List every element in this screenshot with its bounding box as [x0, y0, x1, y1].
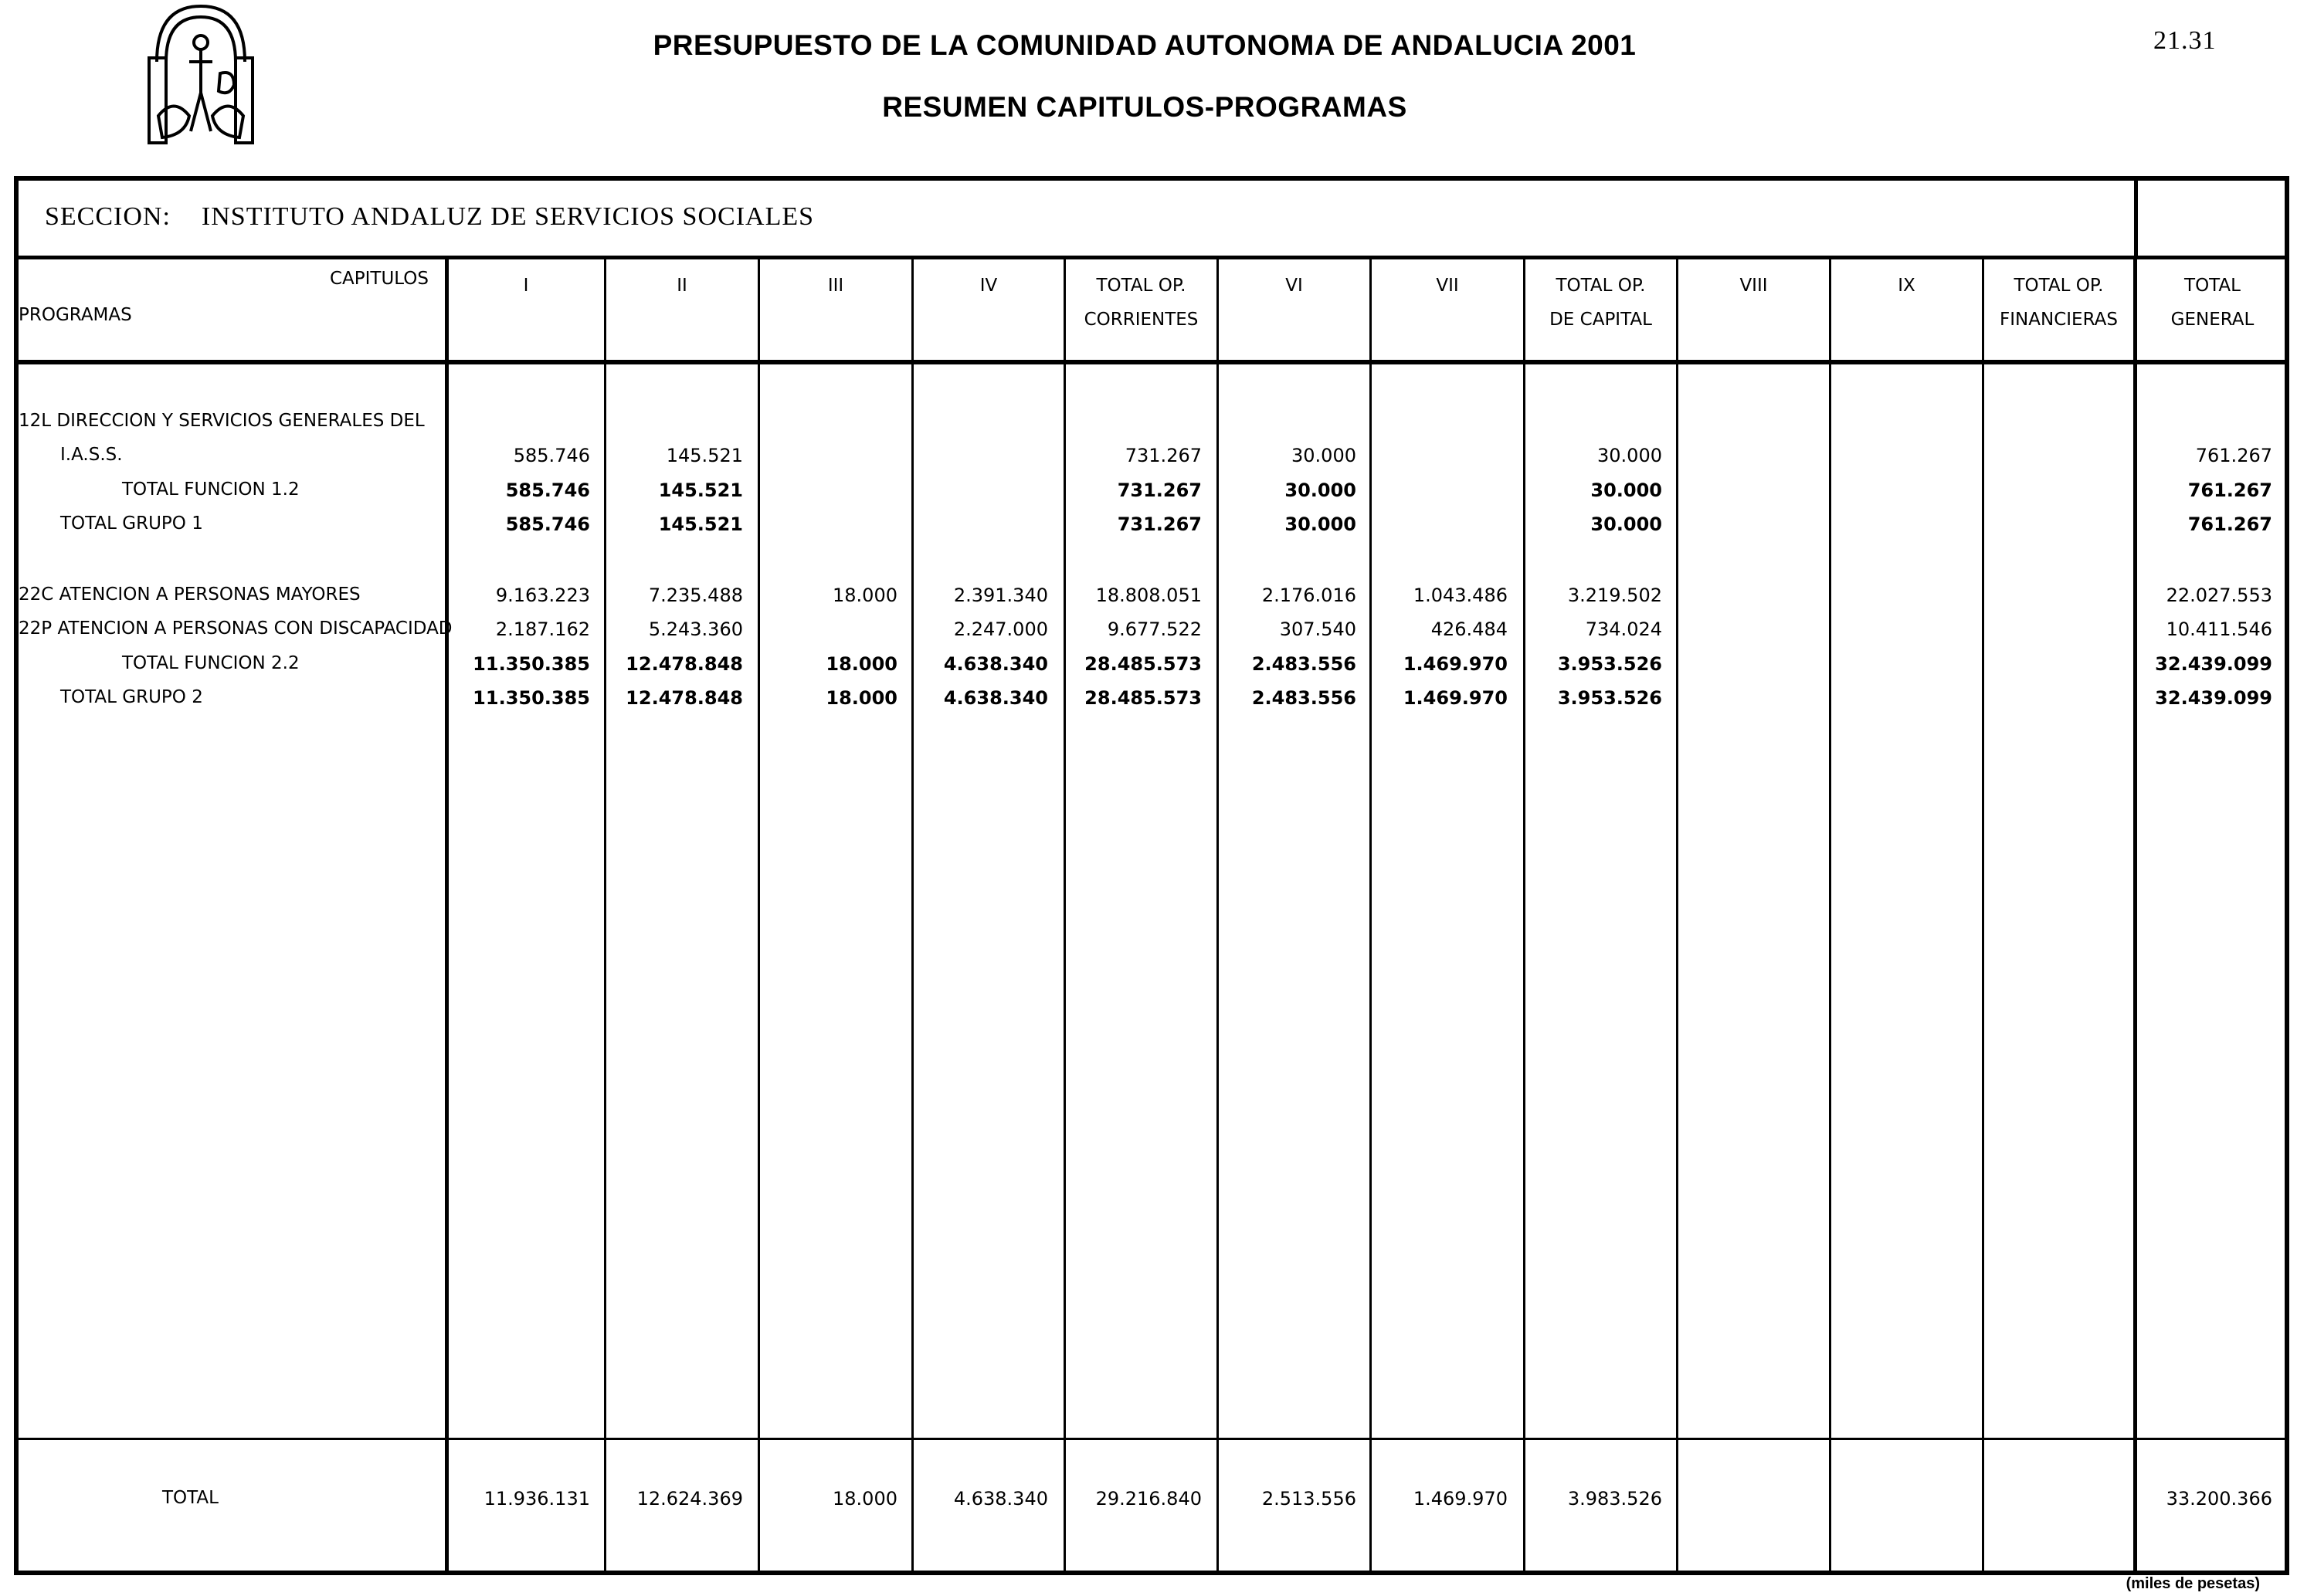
section-name: INSTITUTO ANDALUZ DE SERVICIOS SOCIALES: [201, 202, 815, 231]
cell-value: 28.485.573: [1084, 653, 1202, 675]
column-header-total-general: TOTAL GENERAL: [2170, 276, 2255, 330]
units-note: (miles de pesetas): [2126, 1575, 2260, 1592]
row-label: 12L DIRECCION Y SERVICIOS GENERALES DEL: [19, 411, 425, 431]
cell-value: 4.638.340: [943, 687, 1048, 709]
cell-value: 5.243.360: [648, 618, 743, 640]
cell-value: 2.176.016: [1261, 585, 1356, 606]
cell-value: 1.043.486: [1413, 585, 1508, 606]
total-divider: [14, 1438, 2289, 1440]
cell-value: 18.000: [826, 687, 897, 709]
cell-value: 2.483.556: [1251, 687, 1356, 709]
cell-value: 22.027.553: [2166, 585, 2272, 606]
column-header-total-op-capital: TOTAL OP. DE CAPITAL: [1549, 276, 1652, 330]
cell-value: 3.953.526: [1557, 653, 1662, 675]
cell-value: 11.350.385: [473, 687, 590, 709]
cell-value: 3.219.502: [1567, 585, 1662, 606]
cell-value: 30.000: [1284, 513, 1356, 535]
cell-value: 145.521: [658, 479, 743, 501]
cell-value: 7.235.488: [648, 585, 743, 606]
header-divider: [14, 360, 2289, 364]
section-header: [14, 176, 2289, 259]
column-header-viii: VIII: [1739, 276, 1768, 296]
table-row: [0, 653, 2297, 684]
cell-value: 307.540: [1279, 618, 1356, 640]
cell-value: 585.746: [513, 445, 590, 466]
section-code: 21.31: [2153, 26, 2217, 55]
cell-value: 761.267: [2187, 513, 2272, 535]
cell-value: 12.624.369: [636, 1488, 743, 1510]
column-header-total-op-financieras: TOTAL OP. FINANCIERAS: [2000, 276, 2118, 330]
cell-value: 30.000: [1284, 479, 1356, 501]
column-header-vii: VII: [1436, 276, 1459, 296]
table-row: [0, 479, 2297, 510]
column-header-vi: VI: [1285, 276, 1303, 296]
cell-value: 12.478.848: [626, 687, 743, 709]
cell-value: 3.953.526: [1557, 687, 1662, 709]
table-row: [0, 687, 2297, 718]
cell-value: 145.521: [666, 445, 743, 466]
cell-value: 585.746: [505, 479, 590, 501]
cell-value: 11.936.131: [483, 1488, 590, 1510]
column-header-total-op-corrientes: TOTAL OP. CORRIENTES: [1084, 276, 1199, 330]
column-header-programas: PROGRAMAS: [19, 305, 132, 325]
cell-value: 1.469.970: [1413, 1488, 1508, 1510]
cell-value: 33.200.366: [2166, 1488, 2272, 1510]
cell-value: 2.391.340: [953, 585, 1048, 606]
page-subtitle: RESUMEN CAPITULOS-PROGRAMAS: [882, 91, 1407, 123]
column-header-capitulos: CAPITULOS: [329, 269, 429, 289]
row-label: 22C ATENCION A PERSONAS MAYORES: [19, 585, 361, 605]
table-row: [0, 445, 2297, 476]
column-header-i: I: [523, 276, 529, 296]
cell-value: 3.983.526: [1567, 1488, 1662, 1510]
section-label: SECCION:: [45, 202, 171, 231]
cell-value: 731.267: [1117, 513, 1202, 535]
row-label: TOTAL GRUPO 2: [60, 687, 203, 707]
cell-value: 30.000: [1590, 513, 1662, 535]
total-row: [0, 1488, 2297, 1519]
row-label: TOTAL FUNCION 2.2: [122, 653, 300, 673]
cell-value: 2.483.556: [1251, 653, 1356, 675]
cell-value: 9.677.522: [1107, 618, 1202, 640]
cell-value: 731.267: [1117, 479, 1202, 501]
cell-value: 30.000: [1590, 479, 1662, 501]
cell-value: 2.513.556: [1261, 1488, 1356, 1510]
cell-value: 1.469.970: [1403, 687, 1508, 709]
cell-value: 11.350.385: [473, 653, 590, 675]
cell-value: 1.469.970: [1403, 653, 1508, 675]
cell-value: 28.485.573: [1084, 687, 1202, 709]
cell-value: 426.484: [1430, 618, 1508, 640]
column-header-iii: III: [827, 276, 844, 296]
column-header-ii: II: [677, 276, 687, 296]
cell-value: 4.638.340: [953, 1488, 1048, 1510]
cell-value: 18.808.051: [1095, 585, 1202, 606]
cell-value: 18.000: [833, 1488, 897, 1510]
cell-value: 585.746: [505, 513, 590, 535]
cell-value: 18.000: [833, 585, 897, 606]
section-divider: [2134, 176, 2138, 259]
table-row: [0, 513, 2297, 544]
cell-value: 18.000: [826, 653, 897, 675]
column-header-ix: IX: [1898, 276, 1915, 296]
cell-value: 12.478.848: [626, 653, 743, 675]
cell-value: 30.000: [1291, 445, 1356, 466]
column-header-iv: IV: [979, 276, 998, 296]
cell-value: 9.163.223: [495, 585, 590, 606]
cell-value: 761.267: [2187, 479, 2272, 501]
table-row: [0, 618, 2297, 649]
cell-value: 10.411.546: [2166, 618, 2272, 640]
cell-value: 2.247.000: [953, 618, 1048, 640]
row-label: TOTAL GRUPO 1: [60, 513, 203, 534]
cell-value: 761.267: [2195, 445, 2272, 466]
row-label: TOTAL: [162, 1488, 219, 1508]
cell-value: 2.187.162: [495, 618, 590, 640]
table-frame: [14, 176, 2289, 1575]
table-row: [0, 411, 2297, 442]
cell-value: 32.439.099: [2155, 653, 2272, 675]
cell-value: 29.216.840: [1095, 1488, 1202, 1510]
andalucia-coat-of-arms-icon: [143, 0, 259, 151]
cell-value: 30.000: [1597, 445, 1662, 466]
cell-value: 32.439.099: [2155, 687, 2272, 709]
cell-value: 145.521: [658, 513, 743, 535]
row-label: TOTAL FUNCION 1.2: [122, 479, 300, 500]
row-label: I.A.S.S.: [60, 445, 123, 465]
table-row: [0, 585, 2297, 615]
row-label: 22P ATENCION A PERSONAS CON DISCAPACIDAD: [19, 618, 453, 639]
cell-value: 731.267: [1125, 445, 1202, 466]
cell-value: 734.024: [1585, 618, 1662, 640]
cell-value: 4.638.340: [943, 653, 1048, 675]
page-title: PRESUPUESTO DE LA COMUNIDAD AUTONOMA DE ANDALUCIA 2001: [653, 29, 1637, 61]
